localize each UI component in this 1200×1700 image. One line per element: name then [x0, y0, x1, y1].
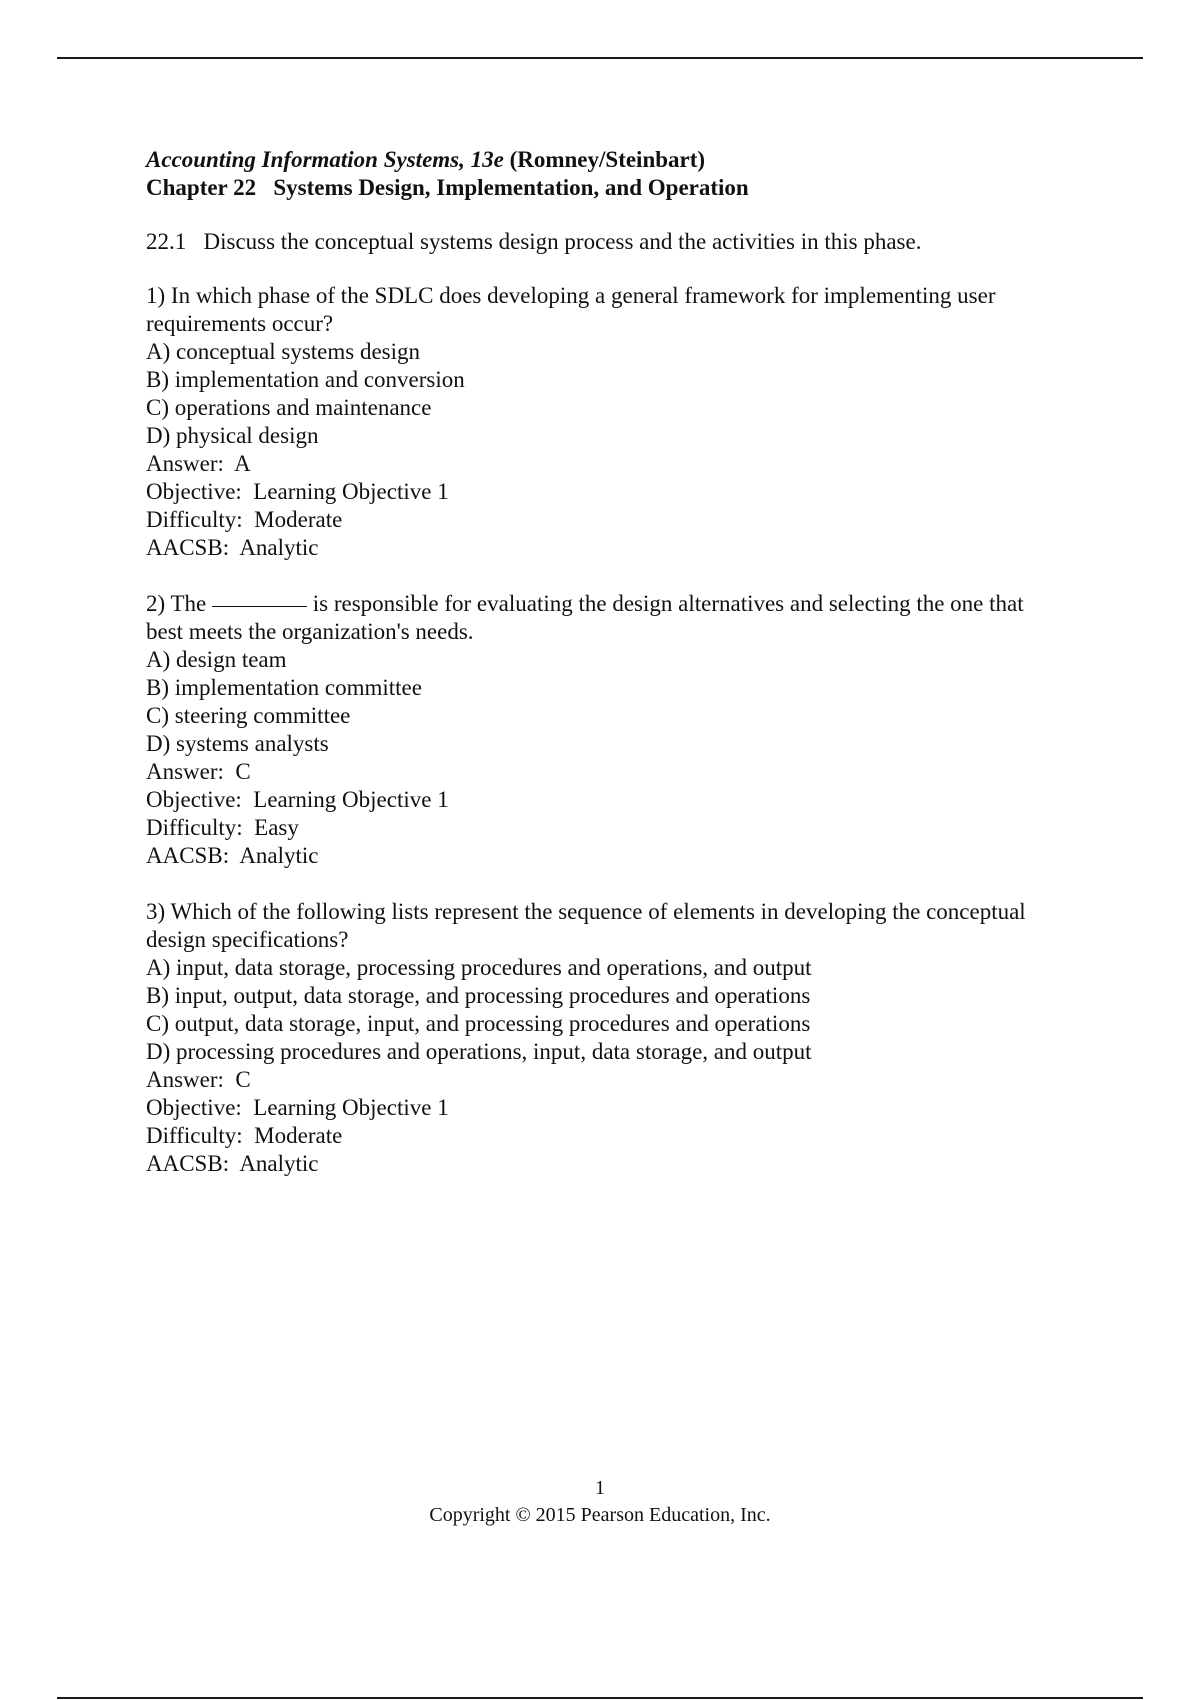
option-c: C) operations and maintenance	[146, 395, 432, 420]
chapter-title: Chapter 22 Systems Design, Implementation, and Operation	[146, 175, 749, 200]
objective: Objective: Learning Objective 1	[146, 479, 449, 504]
option-a: A) conceptual systems design	[146, 339, 421, 364]
option-b: B) implementation and conversion	[146, 367, 465, 392]
aacsb: AACSB: Analytic	[146, 535, 319, 560]
answer: Answer: C	[146, 759, 251, 784]
fill-in-blank	[212, 606, 307, 607]
aacsb: AACSB: Analytic	[146, 1151, 319, 1176]
page-content	[146, 146, 1086, 1206]
difficulty: Difficulty: Moderate	[146, 507, 343, 532]
option-b: B) implementation committee	[146, 675, 422, 700]
objective: Objective: Learning Objective 1	[146, 1095, 449, 1120]
option-a: A) input, data storage, processing procedures and operations, and output	[146, 955, 812, 980]
difficulty: Difficulty: Moderate	[146, 1123, 343, 1148]
question-stem-cont: design specifications?	[146, 927, 349, 952]
authors: (Romney/Steinbart)	[509, 147, 706, 172]
option-d: D) systems analysts	[146, 731, 329, 756]
answer: Answer: C	[146, 1067, 251, 1092]
page-number: 1	[595, 1477, 605, 1499]
answer: Answer: A	[146, 451, 251, 476]
question-stem: 2) The is responsible for evaluating the design alternatives and selecting the one that	[146, 591, 1024, 616]
question-2	[146, 590, 1086, 870]
option-d: D) physical design	[146, 423, 319, 448]
option-b: B) input, output, data storage, and processing procedures and operations	[146, 983, 811, 1008]
book-title-line	[146, 146, 1086, 174]
option-a: A) design team	[146, 647, 287, 672]
question-stem-cont: best meets the organization's needs.	[146, 619, 474, 644]
objective: Objective: Learning Objective 1	[146, 787, 449, 812]
learning-objective-heading: 22.1 Discuss the conceptual systems design process and the activities in this phase.	[146, 229, 922, 254]
book-title: Accounting Information Systems, 13e	[146, 147, 504, 172]
option-c: C) output, data storage, input, and processing procedures and operations	[146, 1011, 811, 1036]
option-d: D) processing procedures and operations, input, data storage, and output	[146, 1039, 812, 1064]
question-1	[146, 282, 1086, 562]
question-stem: 3) Which of the following lists represent the sequence of elements in developing the conceptual	[146, 899, 1026, 924]
question-stem: 1) In which phase of the SDLC does developing a general framework for implementing user	[146, 283, 996, 308]
copyright: Copyright © 2015 Pearson Education, Inc.	[429, 1504, 771, 1526]
difficulty: Difficulty: Easy	[146, 815, 299, 840]
question-3	[146, 898, 1086, 1178]
aacsb: AACSB: Analytic	[146, 843, 319, 868]
top-rule	[57, 57, 1143, 59]
question-stem-cont: requirements occur?	[146, 311, 334, 336]
option-c: C) steering committee	[146, 703, 351, 728]
bottom-rule	[57, 1697, 1143, 1699]
